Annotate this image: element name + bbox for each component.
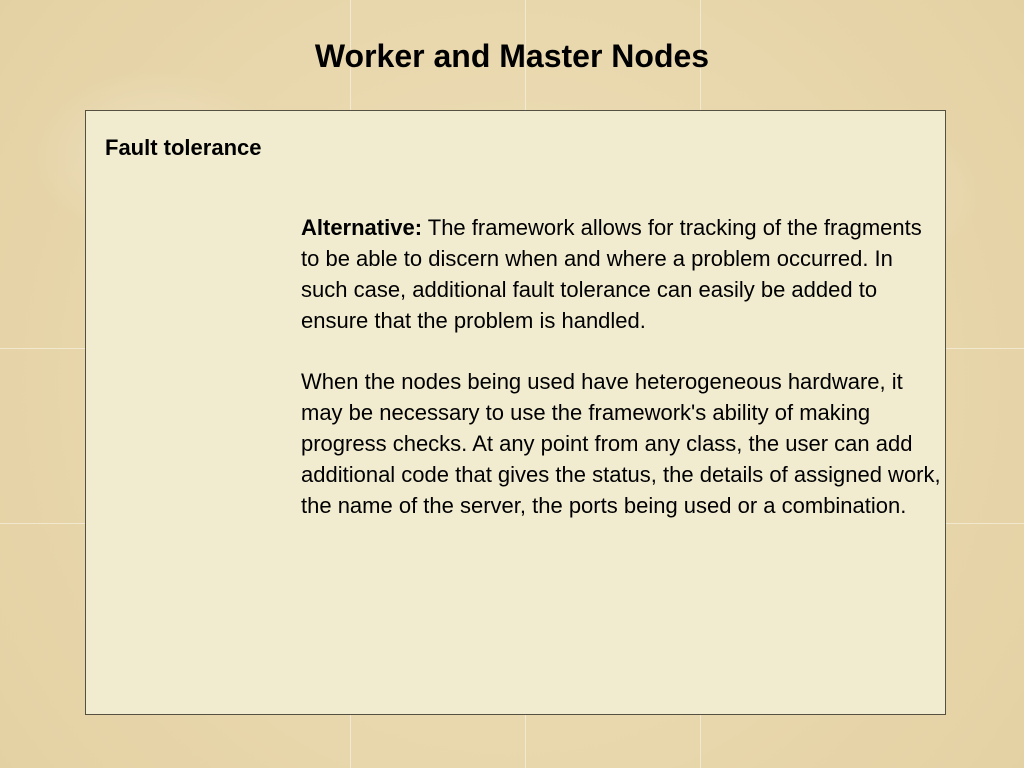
slide-title: Worker and Master Nodes: [314, 38, 710, 74]
paragraph-lead: Alternative:: [301, 215, 423, 240]
paragraph-heterogeneous: When the nodes being used have heterogeneous hardware, it may be necessary to use the framework's ability of making progress checks. At any point from any class, the user can add additional code that gives the status, the details of assigned work, the name of the server, the ports being used or a combination.: [301, 369, 941, 518]
paragraph-text: The framework allows for tracking of the fragments to be able to discern when and where a problem occurred. In such case, additional fault tolerance can easily be added to ensure that the problem is handled.: [301, 215, 922, 333]
section-heading: Fault tolerance: [105, 135, 262, 160]
body-text: [301, 212, 941, 521]
content-box: [85, 110, 946, 715]
paragraph-alternative: [301, 212, 941, 336]
